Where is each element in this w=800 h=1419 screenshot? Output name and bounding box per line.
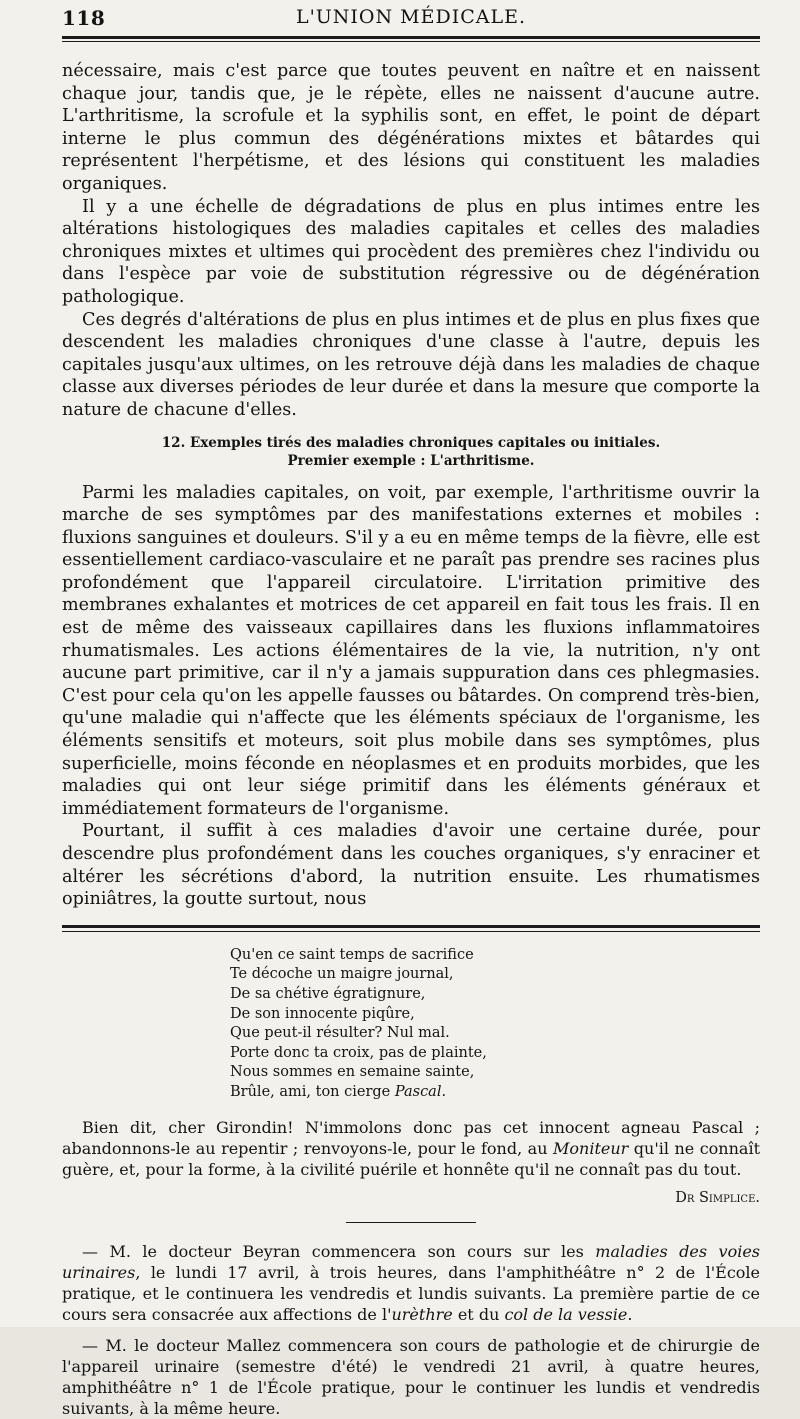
notice-text: — M. le docteur Beyran commencera son cours sur les xyxy=(82,1241,596,1261)
article-paragraph: Parmi les maladies capitales, on voit, par exemple, l'arthritisme ouvrir la marche de ses symptômes par des manifestations externes et mobiles : fluxions sanguines et douleurs. S'il y a eu en même temps de la fièvre, elle est essentiellement cardiaco-vasculaire et ne paraît pas prendre ses racines plus profondément que l'appareil circulatoire. L'irritation primitive des membranes exhalantes et motrices de cet appareil en fait tous les frais. Il en est de même des vaisseaux capillaires dans les fluxions inflammatoires rhumatismales. Les actions élémentaires de la vie, la nutrition, n'y ont aucune part primitive, car il n'y a jamais suppuration dans ces phlegmasies. C'est pour cela qu'on les appelle fausses ou bâtardes. On comprend très-bien, qu'une maladie qui n'affecte que les éléments spéciaux de l'organisme, les éléments sensitifs et moteurs, soit plus mobile dans ses symptômes, plus superficielle, moins féconde en néoplasmes et en produits morbides, que les maladies qui ont leur siége primitif dans les éléments généraux et immédiatement formateurs de l'organisme. xyxy=(62,482,760,819)
notice-mallez: — M. le docteur Mallez commencera son cours de pathologie et de chirurgie de l'appareil urinaire (semestre d'été) le vendredi 21 avril, à quatre heures, amphithéâtre n° 1 de l'École pratique, pour le continuer les lundis et vendredis suivants, à la même heure. xyxy=(62,1335,760,1418)
poem-line xyxy=(230,1083,760,1103)
article-paragraph: Il y a une échelle de dégradations de plus en plus intimes entre les altérations histologiques des maladies capitales et celles des maladies chroniques mixtes et ultimes qui procèdent des premières chez l'individu ou dans l'espèce par voie de substitution régressive ou de dégénération pathologique. xyxy=(62,196,760,307)
page-number: 118 xyxy=(62,6,106,30)
feuilleton-paragraph xyxy=(62,1117,760,1180)
feuilleton-text-run: qu'il ne connaît guère, et, pour la forme, à la civilité puérile et honnête qu'il ne connaît pas du tout. xyxy=(62,1138,761,1179)
article-paragraph: Pourtant, il suffit à ces maladies d'avoir une certaine durée, pour descendre plus profondément dans les couches organiques, s'y enraciner et altérer les sécrétions d'abord, la nutrition ensuite. Les rhumatismes opiniâtres, la goutte surtout, nous xyxy=(62,821,760,910)
feuilleton-separator xyxy=(62,925,760,932)
notice-beyran xyxy=(62,1241,760,1325)
short-rule xyxy=(346,1222,476,1223)
header-rule xyxy=(62,36,760,39)
poem-line: De son innocente piqûre, xyxy=(230,1005,415,1022)
section-heading-line: 12. Exemples tirés des maladies chroniques capitales ou initiales. xyxy=(161,434,661,451)
notice-text: , le lundi 17 avril, à trois heures, dans l'amphithéâtre n° 2 de l'École pratique, et le continuera les vendredis et lundis suivants. La première partie de ce cours sera consacrée aux affections de l' xyxy=(62,1262,760,1324)
feuilleton-text-run: Bien dit, cher Girondin! N'immolons donc pas cet innocent agneau Pascal ; abandonnons-le au repentir ; renvoyons-le, pour le fond, au xyxy=(62,1117,760,1158)
signature: Dr Simplice. xyxy=(675,1189,760,1206)
notice-italic: maladies des voies urinaires xyxy=(62,1241,760,1282)
header-rule-thin xyxy=(62,41,760,42)
notice-italic: col de la vessie xyxy=(504,1304,628,1324)
poem-line: Que peut-il résulter? Nul mal. xyxy=(230,1025,450,1042)
article-paragraph: Ces degrés d'altérations de plus en plus intimes et de plus en plus fixes que descendent les maladies chroniques d'une classe à l'autre, depuis les capitales jusqu'aux ultimes, on les retrouve déjà dans les maladies de chaque classe aux diverses périodes de leur durée et dans la mesure que comporte la nature de chacune d'elles. xyxy=(62,309,760,420)
feuilleton-italic: Moniteur xyxy=(553,1138,629,1158)
notice-italic: urèthre xyxy=(391,1304,453,1324)
poem-line-text: Brûle, ami, ton cierge xyxy=(230,1083,395,1100)
page-header xyxy=(62,0,760,34)
poem xyxy=(230,946,760,1103)
section-subheading-line: Premier exemple : L'arthritisme. xyxy=(287,452,535,469)
poem-line: Qu'en ce saint temps de sacrifice xyxy=(230,946,474,963)
notices xyxy=(62,1241,760,1419)
poem-line-italic: Pascal xyxy=(394,1083,442,1100)
article-body xyxy=(62,60,760,911)
section-heading xyxy=(62,434,760,470)
notice-text: et du xyxy=(452,1304,505,1324)
poem-line-text: . xyxy=(441,1083,447,1100)
poem-line: De sa chétive égratignure, xyxy=(230,985,426,1002)
feuilleton-text xyxy=(62,1117,760,1180)
notice-text: . xyxy=(627,1304,633,1324)
running-title: L'UNION MÉDICALE. xyxy=(295,6,527,28)
article-paragraph: nécessaire, mais c'est parce que toutes peuvent en naître et en naissent chaque jour, tandis que, je le répète, elles ne naissent d'aucune autre. L'arthritisme, la scrofule et la syphilis sont, en effet, le point de départ interne le plus commun des dégénérations mixtes et bâtardes qui représentent l'herpétisme, et des lésions qui constituent les maladies organiques. xyxy=(62,61,760,194)
poem-line: Nous sommes en semaine sainte, xyxy=(230,1064,475,1081)
poem-line: Porte donc ta croix, pas de plainte, xyxy=(230,1044,487,1061)
poem-line: Te décoche un maigre journal, xyxy=(230,966,454,983)
